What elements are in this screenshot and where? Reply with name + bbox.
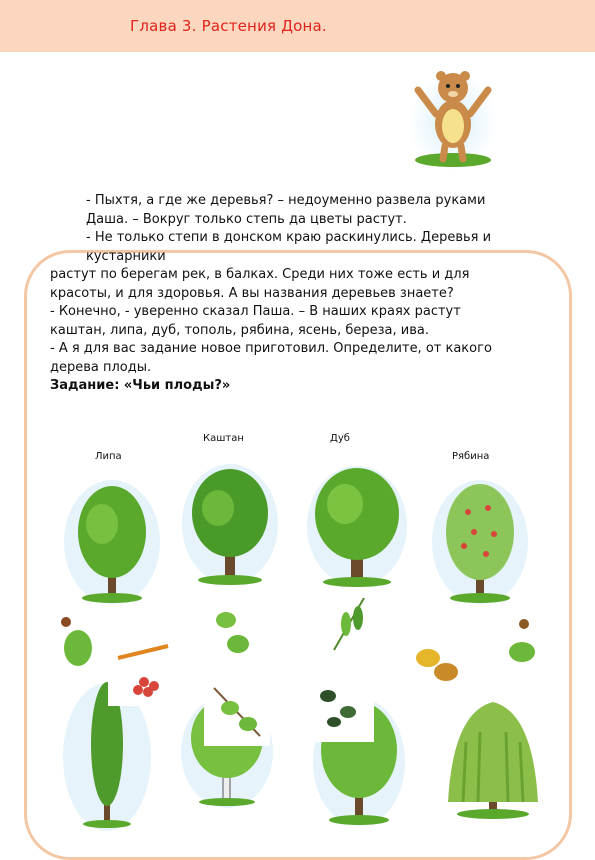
- label-rowan: Рябина: [452, 451, 490, 462]
- hamster-illustration: [408, 62, 498, 174]
- story-line: - Пыхтя, а где же деревья? – недоуменно развела руками: [86, 193, 486, 208]
- story-line: - А я для вас задание новое приготовил. Определите, от какого: [50, 341, 492, 356]
- ash-seeds-card: [324, 590, 376, 660]
- acorn-card: [498, 610, 546, 674]
- story-line: Даша. – Вокруг только степь да цветы растут.: [86, 211, 407, 227]
- birch-leaves-card: [204, 678, 270, 746]
- chestnut-fruit-card: [52, 612, 100, 670]
- story-line: - Конечно, - уверенно сказал Паша. – В наших краях растут: [50, 304, 461, 319]
- linden-tree-illustration: [62, 472, 162, 607]
- willow-leaves-card: [306, 672, 374, 742]
- chapter-title: Глава 3. Растения Дона.: [130, 17, 327, 35]
- story-line: красоты, и для здоровья. А вы названия деревьев знаете?: [50, 285, 454, 301]
- chestnut-tree-illustration: [180, 458, 280, 588]
- oak-leaves-card: [408, 636, 466, 694]
- story-line: растут по берегам рек, в балках. Среди них тоже есть и для: [50, 267, 470, 282]
- willow-tree-illustration: [438, 692, 548, 822]
- story-line: дерева плоды.: [50, 359, 152, 375]
- story-line: каштан, липа, дуб, тополь, рябина, ясень, береза, ива.: [50, 322, 429, 338]
- rowan-tree-illustration: [430, 472, 530, 607]
- linden-leaves-card: [204, 598, 258, 668]
- story-line: кустарники: [86, 248, 166, 264]
- label-chestnut: Каштан: [203, 433, 244, 444]
- task-heading: Задание: «Чьи плоды?»: [50, 378, 231, 393]
- story-line: - Не только степи в донском краю раскинулись. Деревья и: [86, 230, 492, 245]
- story-body: [50, 266, 550, 396]
- oak-tree-illustration: [305, 458, 410, 590]
- rowan-berries-card: [108, 638, 178, 706]
- label-linden: Липа: [95, 451, 122, 462]
- label-oak: Дуб: [330, 433, 350, 444]
- story-intro: [86, 192, 536, 266]
